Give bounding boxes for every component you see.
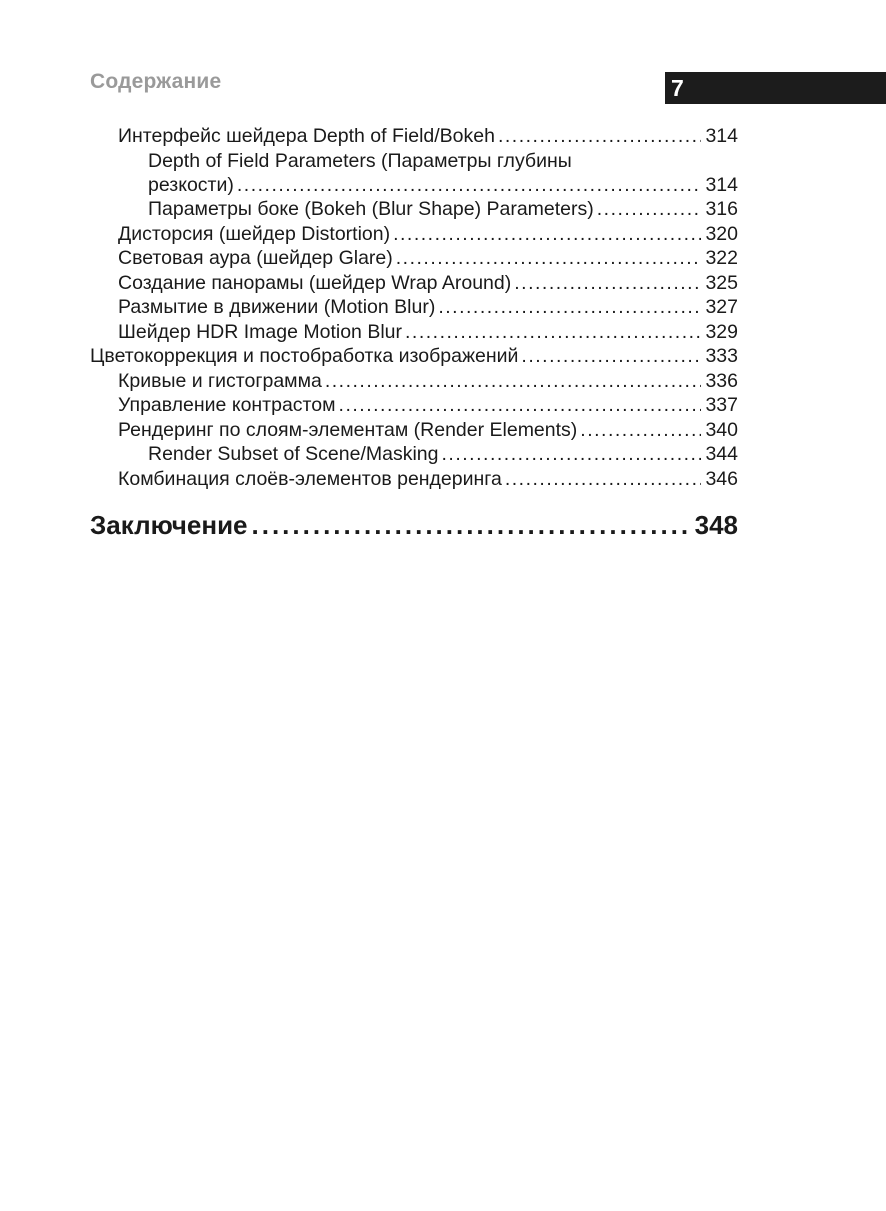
toc-leader-dots [252, 508, 689, 542]
toc-entry-page: 322 [705, 247, 738, 269]
toc-entry[interactable] [0, 124, 886, 148]
toc-entry-title: Интерфейс шейдера Depth of Field/Bokeh [118, 125, 495, 147]
toc-leader-dots [580, 418, 701, 442]
toc-entry-wrapped-line[interactable] [0, 149, 886, 173]
toc-leader-dots [396, 246, 702, 270]
toc-entry[interactable] [0, 246, 886, 270]
toc-entry-page: 316 [705, 198, 738, 220]
toc-entry-title: Цветокоррекция и постобработка изображений [90, 345, 519, 367]
toc-entry[interactable] [0, 320, 886, 344]
toc-leader-dots [339, 393, 702, 417]
toc-entry-title: Рендеринг по слоям-элементам (Render Elements) [118, 419, 578, 441]
toc-entry-title: Параметры боке (Bokeh (Blur Shape) Parameters) [148, 198, 594, 220]
toc-leader-dots [514, 271, 701, 295]
toc-entry-title: Шейдер HDR Image Motion Blur [118, 321, 402, 343]
toc-entry[interactable] [0, 222, 886, 246]
toc-entry-title: Render Subset of Scene/Masking [148, 443, 439, 465]
toc-leader-dots [325, 369, 702, 393]
toc-leader-dots [505, 467, 702, 491]
toc-entry[interactable] [0, 295, 886, 319]
toc-leader-dots [442, 442, 702, 466]
toc-entry-title: Комбинация слоёв-элементов рендеринга [118, 468, 502, 490]
toc-entry-title: Кривые и гистограмма [118, 370, 322, 392]
toc-entry-title: Управление контрастом [118, 394, 336, 416]
toc-entry-page: 325 [705, 272, 738, 294]
toc-entry-page: 327 [705, 296, 738, 318]
toc-entry-section[interactable] [0, 344, 886, 368]
toc-entry-page: 314 [705, 125, 738, 147]
toc-entry-page: 320 [705, 223, 738, 245]
toc-entry[interactable] [0, 173, 886, 197]
toc-entry-title-line1: Depth of Field Parameters (Параметры глубины [148, 150, 572, 172]
toc-entry-page: 336 [705, 370, 738, 392]
toc-leader-dots [405, 320, 701, 344]
toc-leader-dots [438, 295, 701, 319]
toc-entry-title: Создание панорамы (шейдер Wrap Around) [118, 272, 512, 294]
toc-entry-title: Световая аура (шейдер Glare) [118, 247, 393, 269]
toc-entry[interactable] [0, 271, 886, 295]
toc-entry-title: Размытие в движении (Motion Blur) [118, 296, 436, 318]
toc-conclusion-title: Заключение [90, 510, 248, 540]
toc-entry-conclusion[interactable] [90, 508, 738, 542]
running-head-title: Содержание [90, 70, 222, 93]
toc-entry[interactable] [0, 442, 886, 466]
toc-leader-dots [498, 124, 701, 148]
toc-conclusion-page: 348 [694, 510, 738, 540]
toc-entry[interactable] [0, 467, 886, 491]
toc-entry-title: Дисторсия (шейдер Distortion) [118, 223, 391, 245]
toc-entry-title: резкости) [148, 174, 234, 196]
toc-entry-page: 344 [705, 443, 738, 465]
toc-entry-page: 333 [705, 345, 738, 367]
toc-entry[interactable] [0, 418, 886, 442]
page-number: 7 [671, 75, 684, 101]
toc-leader-dots [597, 197, 702, 221]
toc-entry-page: 340 [705, 419, 738, 441]
toc-entry-page: 346 [705, 468, 738, 490]
toc-entry-page: 329 [705, 321, 738, 343]
toc-leader-dots [237, 173, 702, 197]
toc-entry-page: 314 [705, 174, 738, 196]
toc-entry[interactable] [0, 393, 886, 417]
toc-entry-page: 337 [705, 394, 738, 416]
toc-entry[interactable] [0, 369, 886, 393]
toc-leader-dots [521, 344, 701, 368]
toc-leader-dots [393, 222, 701, 246]
toc-entry[interactable] [0, 197, 886, 221]
